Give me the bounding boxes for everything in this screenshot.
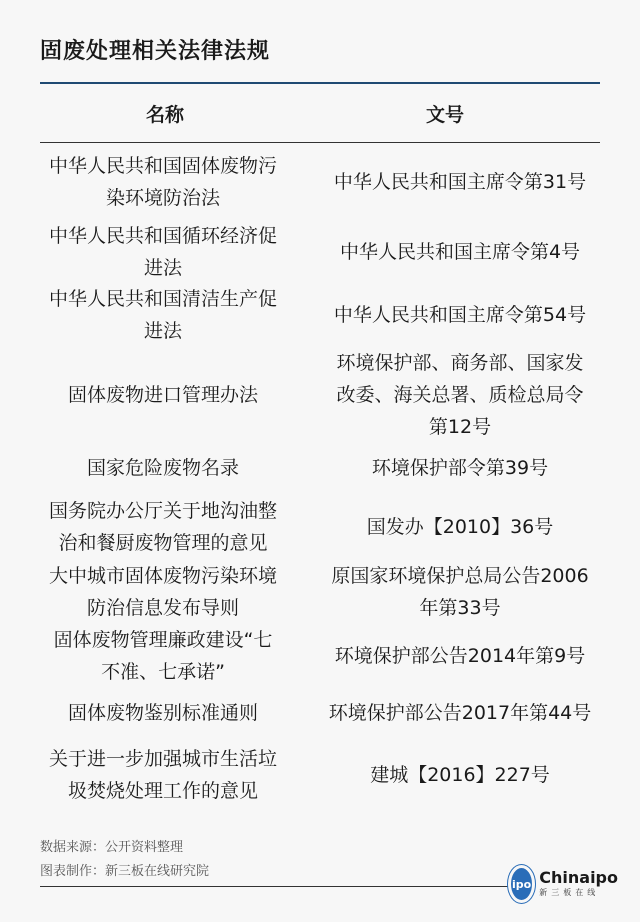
- table-row: [28, 623, 612, 689]
- law-name: [28, 743, 298, 807]
- logo-en: Chinaipo: [539, 868, 618, 887]
- law-name: [28, 283, 298, 347]
- header-doc: 文号: [425, 103, 464, 126]
- law-name: [28, 379, 298, 411]
- law-name: [28, 624, 298, 688]
- logo-cn: 新三板在线: [539, 888, 600, 897]
- chinaipo-logo: [508, 862, 618, 906]
- doc-number: [310, 511, 610, 543]
- law-name-line: 固体废物管理廉政建设“七: [53, 629, 273, 651]
- doc-number-line: 改委、海关总署、质检总局令: [336, 384, 584, 406]
- law-name: [28, 220, 298, 284]
- law-name-line: 不准、七承诺”: [101, 661, 225, 683]
- doc-number-line: 中华人民共和国主席令第4号: [339, 241, 581, 263]
- source-note: 数据来源：公开资料整理: [40, 840, 184, 855]
- law-name-line: 治和餐厨废物管理的意见: [58, 532, 268, 554]
- laws-table: [28, 143, 612, 813]
- doc-number: [310, 759, 610, 791]
- header-name: 名称: [145, 103, 184, 126]
- law-name-line: 国家危险废物名录: [86, 457, 239, 479]
- table-row: [28, 689, 612, 737]
- law-name: [28, 560, 298, 624]
- logo-badge-icon: ipo: [508, 865, 535, 903]
- law-name-line: 固体废物鉴别标准通则: [67, 702, 258, 724]
- law-name-line: 进法: [143, 320, 182, 342]
- law-name-line: 进法: [143, 257, 182, 279]
- page-title: 固废处理相关法律法规: [40, 39, 271, 64]
- law-name-line: 圾焚烧处理工作的意见: [67, 780, 258, 802]
- doc-number-line: 环境保护部令第39号: [371, 457, 549, 479]
- doc-number-line: 原国家环境保护总局公告2006: [331, 565, 589, 587]
- law-name-line: 中华人民共和国循环经济促: [48, 225, 277, 247]
- doc-number-line: 建城【2016】227号: [370, 764, 550, 786]
- law-name-line: 防治信息发布导则: [86, 597, 239, 619]
- law-name: [28, 495, 298, 559]
- maker-note: 图表制作：新三板在线研究院: [40, 864, 210, 879]
- law-name: [28, 150, 298, 214]
- law-name-line: 中华人民共和国固体废物污: [48, 155, 277, 177]
- table-row: [28, 221, 612, 283]
- doc-number-line: 第12号: [428, 416, 492, 438]
- table-row: [28, 143, 612, 221]
- doc-number-line: 国发办【2010】36号: [366, 516, 554, 538]
- doc-number: [310, 697, 610, 729]
- law-name: [28, 697, 298, 729]
- doc-number: [310, 166, 610, 198]
- footer-divider: [40, 886, 508, 887]
- doc-number: [310, 299, 610, 331]
- law-name-line: 染环境防治法: [105, 187, 220, 209]
- table-row: [28, 561, 612, 623]
- doc-number-line: 中华人民共和国主席令第54号: [333, 304, 587, 326]
- law-name-line: 固体废物进口管理办法: [67, 384, 258, 406]
- law-name-line: 大中城市固体废物污染环境: [48, 565, 277, 587]
- doc-number: [310, 347, 610, 443]
- law-name-line: 关于进一步加强城市生活垃: [48, 748, 277, 770]
- law-name-line: 国务院办公厅关于地沟油整: [48, 500, 277, 522]
- law-name-line: 中华人民共和国清洁生产促: [48, 288, 277, 310]
- law-name: [28, 452, 298, 484]
- doc-number-line: 中华人民共和国主席令第31号: [333, 171, 587, 193]
- table-row: [28, 283, 612, 347]
- doc-number: [310, 560, 610, 624]
- table-row: [28, 493, 612, 561]
- doc-number-line: 环境保护部、商务部、国家发: [336, 352, 584, 374]
- doc-number: [310, 452, 610, 484]
- doc-number-line: 环境保护部公告2017年第44号: [328, 702, 592, 724]
- table-row: [28, 443, 612, 493]
- doc-number: [310, 640, 610, 672]
- doc-number-line: 年第33号: [419, 597, 501, 619]
- doc-number-line: 环境保护部公告2014年第9号: [334, 645, 586, 667]
- table-row: [28, 347, 612, 443]
- doc-number: [310, 236, 610, 268]
- table-row: [28, 737, 612, 813]
- table-header: [40, 84, 600, 143]
